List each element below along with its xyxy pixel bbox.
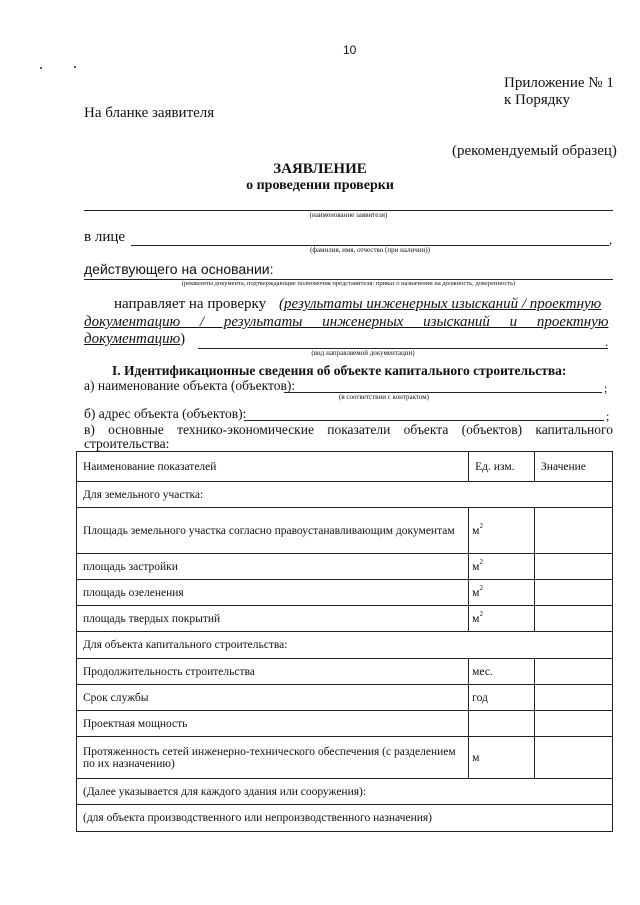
- row-name: Площадь земельного участка согласно правоустанавливающим документам: [77, 508, 469, 554]
- table-section-row: [77, 805, 613, 832]
- row-unit: $м^2$: [469, 580, 535, 606]
- doc-type-line2: документацию / результаты инженерных изысканий и проектную: [84, 314, 609, 330]
- section-each-building: (Далее указывается для каждого здания или сооружения):: [77, 779, 613, 805]
- table-row: [77, 659, 613, 685]
- sends-label: направляет на проверку: [114, 296, 267, 312]
- row-name: Проектная мощность: [77, 711, 469, 737]
- table-row: [77, 606, 613, 632]
- item-b-label: б) адрес объекта (объектов):: [84, 406, 247, 421]
- item-a-label: а) наименование объекта (объектов):: [84, 378, 296, 393]
- row-unit: $м^2$: [469, 554, 535, 580]
- row-unit: мес.: [469, 659, 535, 685]
- row-value-cell: [535, 685, 613, 711]
- row-unit: м: [469, 737, 535, 779]
- table-section-row: [77, 632, 613, 659]
- doc-type-line1: (результаты инженерных изысканий / проектную: [279, 296, 602, 312]
- row-value-cell: [535, 711, 613, 737]
- table-section-row: [77, 482, 613, 508]
- basis-label: действующего на основании:: [84, 261, 274, 277]
- section-building: Для объекта капитального строительства:: [77, 632, 613, 659]
- scan-dot: [40, 67, 42, 69]
- doc-type-line3: [84, 331, 185, 348]
- page-number: 10: [343, 43, 357, 57]
- row-value-cell: [535, 737, 613, 779]
- section1-heading: I. Идентификационные сведения об объекте капитального строительства:: [112, 363, 567, 378]
- row-name: Срок службы: [77, 685, 469, 711]
- scan-dot: [74, 66, 76, 68]
- item-c-line2: строительства:: [84, 436, 170, 451]
- row-unit: $м^2$: [469, 508, 535, 554]
- document-subtitle: о проведении проверки: [246, 178, 394, 193]
- table-section-row: [77, 779, 613, 805]
- header-unit: Ед. изм.: [469, 452, 535, 482]
- item-c-line1: в) основные технико-экономические показатели объекта (объектов) капитального: [84, 422, 613, 437]
- appendix-line1: Приложение № 1: [504, 75, 614, 91]
- row-value-cell: [535, 580, 613, 606]
- header-value: Значение: [535, 452, 613, 482]
- table-row: [77, 711, 613, 737]
- row-value-cell: [535, 554, 613, 580]
- row-unit: год: [469, 685, 535, 711]
- header-name: Наименование показателей: [77, 452, 469, 482]
- row-value-cell: [535, 606, 613, 632]
- table-row: [77, 554, 613, 580]
- doc-type-end: .: [605, 334, 609, 349]
- row-name: площадь твердых покрытий: [77, 606, 469, 632]
- item-b-end: ;: [606, 409, 610, 423]
- row-name: Продолжительность строительства: [77, 659, 469, 685]
- item-a-end: ;: [604, 381, 608, 395]
- letterhead-note: На бланке заявителя: [84, 105, 215, 121]
- table-header-row: [77, 452, 613, 482]
- recommended-sample: (рекомендуемый образец): [452, 143, 617, 159]
- row-value-cell: [535, 508, 613, 554]
- row-name: площадь озеленения: [77, 580, 469, 606]
- basis-caption: (реквизиты документа, подтверждающие полномочия представителя: приказ о назначении на должность, доверенность): [181, 280, 516, 287]
- appendix-line2: к Порядку: [504, 92, 570, 108]
- in-person-end: ,: [609, 232, 613, 247]
- indicators-table: [76, 451, 613, 832]
- row-name: Протяженность сетей инженерно-технического обеспечения (с разделением по их назначению): [77, 737, 469, 779]
- doc-type-paren: ): [180, 331, 186, 347]
- item-a-caption: (в соответствии с контрактом): [339, 393, 429, 401]
- table-row: [77, 508, 613, 554]
- table-row: [77, 737, 613, 779]
- doc-type-caption: (вид направляемой документации): [311, 349, 415, 357]
- table-row: [77, 580, 613, 606]
- doc-type-word: документацию: [84, 331, 181, 347]
- in-person-label: в лице: [84, 229, 126, 245]
- section-land: Для земельного участка:: [77, 482, 613, 508]
- table-row: [77, 685, 613, 711]
- row-unit: [469, 711, 535, 737]
- section-object-purpose: (для объекта производственного или непроизводственного назначения): [77, 805, 613, 832]
- row-name: площадь застройки: [77, 554, 469, 580]
- item-b-line: [244, 420, 604, 421]
- applicant-caption: (наименование заявителя): [309, 211, 388, 219]
- row-value-cell: [535, 659, 613, 685]
- in-person-caption: (фамилия, имя, отчество (при наличии)): [310, 246, 430, 254]
- document-title: ЗАЯВЛЕНИЕ: [273, 161, 367, 177]
- row-unit: $м^2$: [469, 606, 535, 632]
